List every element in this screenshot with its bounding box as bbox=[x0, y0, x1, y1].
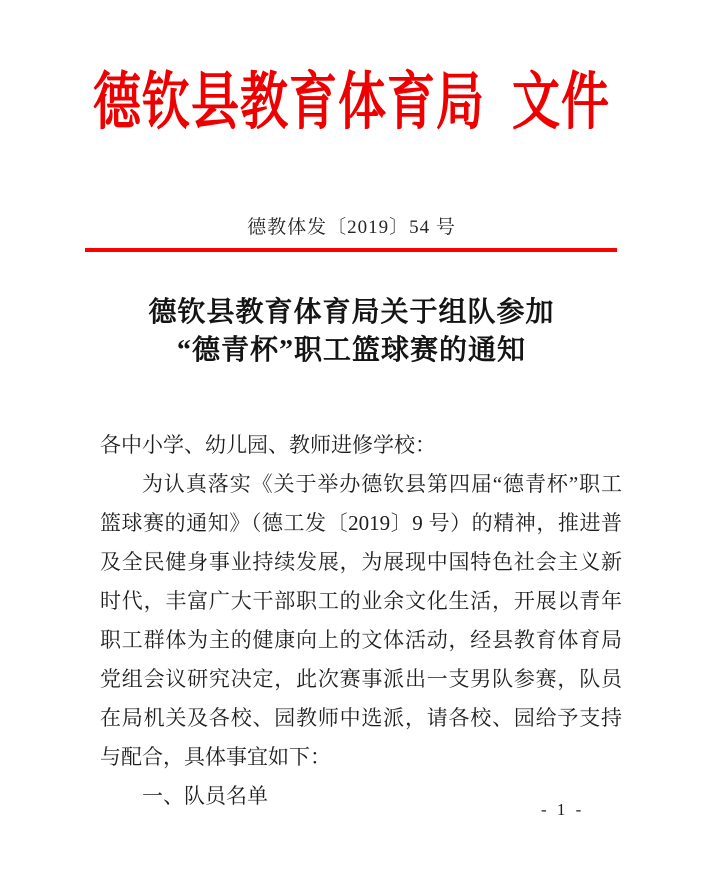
doc-type-label: 文件 bbox=[512, 68, 611, 138]
agency-name: 德钦县教育体育局 bbox=[92, 68, 485, 138]
red-divider-line bbox=[85, 248, 617, 252]
body-paragraph: 为认真落实《关于举办德钦县第四届“德青杯”职工篮球赛的通知》（德工发〔2019〕9 号）的精神，推进普及全民健身事业持续发展，为展现中国特色社会主义新时代，丰富广大干部职工的业余文化生活，开展以青年职工群体为主的健康向上的文体活动，经县教育体育局党组会议研究决定，此次赛事派出一支男队参赛，队员在局机关及各校、园教师中选派，请各校、园给予支持与配合，具体事宜如下： bbox=[100, 472, 622, 769]
salutation: 各中小学、幼儿园、教师进修学校： bbox=[100, 433, 436, 457]
letterhead bbox=[0, 62, 703, 145]
title-line-2: “德青杯”职工篮球赛的通知 bbox=[176, 335, 526, 366]
document-body bbox=[100, 426, 622, 816]
page-number: - 1 - bbox=[541, 800, 585, 819]
document-title bbox=[0, 294, 703, 370]
document-number: 德教体发〔2019〕54 号 bbox=[247, 217, 456, 238]
title-line-1: 德钦县教育体育局关于组队参加 bbox=[148, 297, 555, 328]
section-heading: 一、队员名单 bbox=[142, 784, 268, 808]
